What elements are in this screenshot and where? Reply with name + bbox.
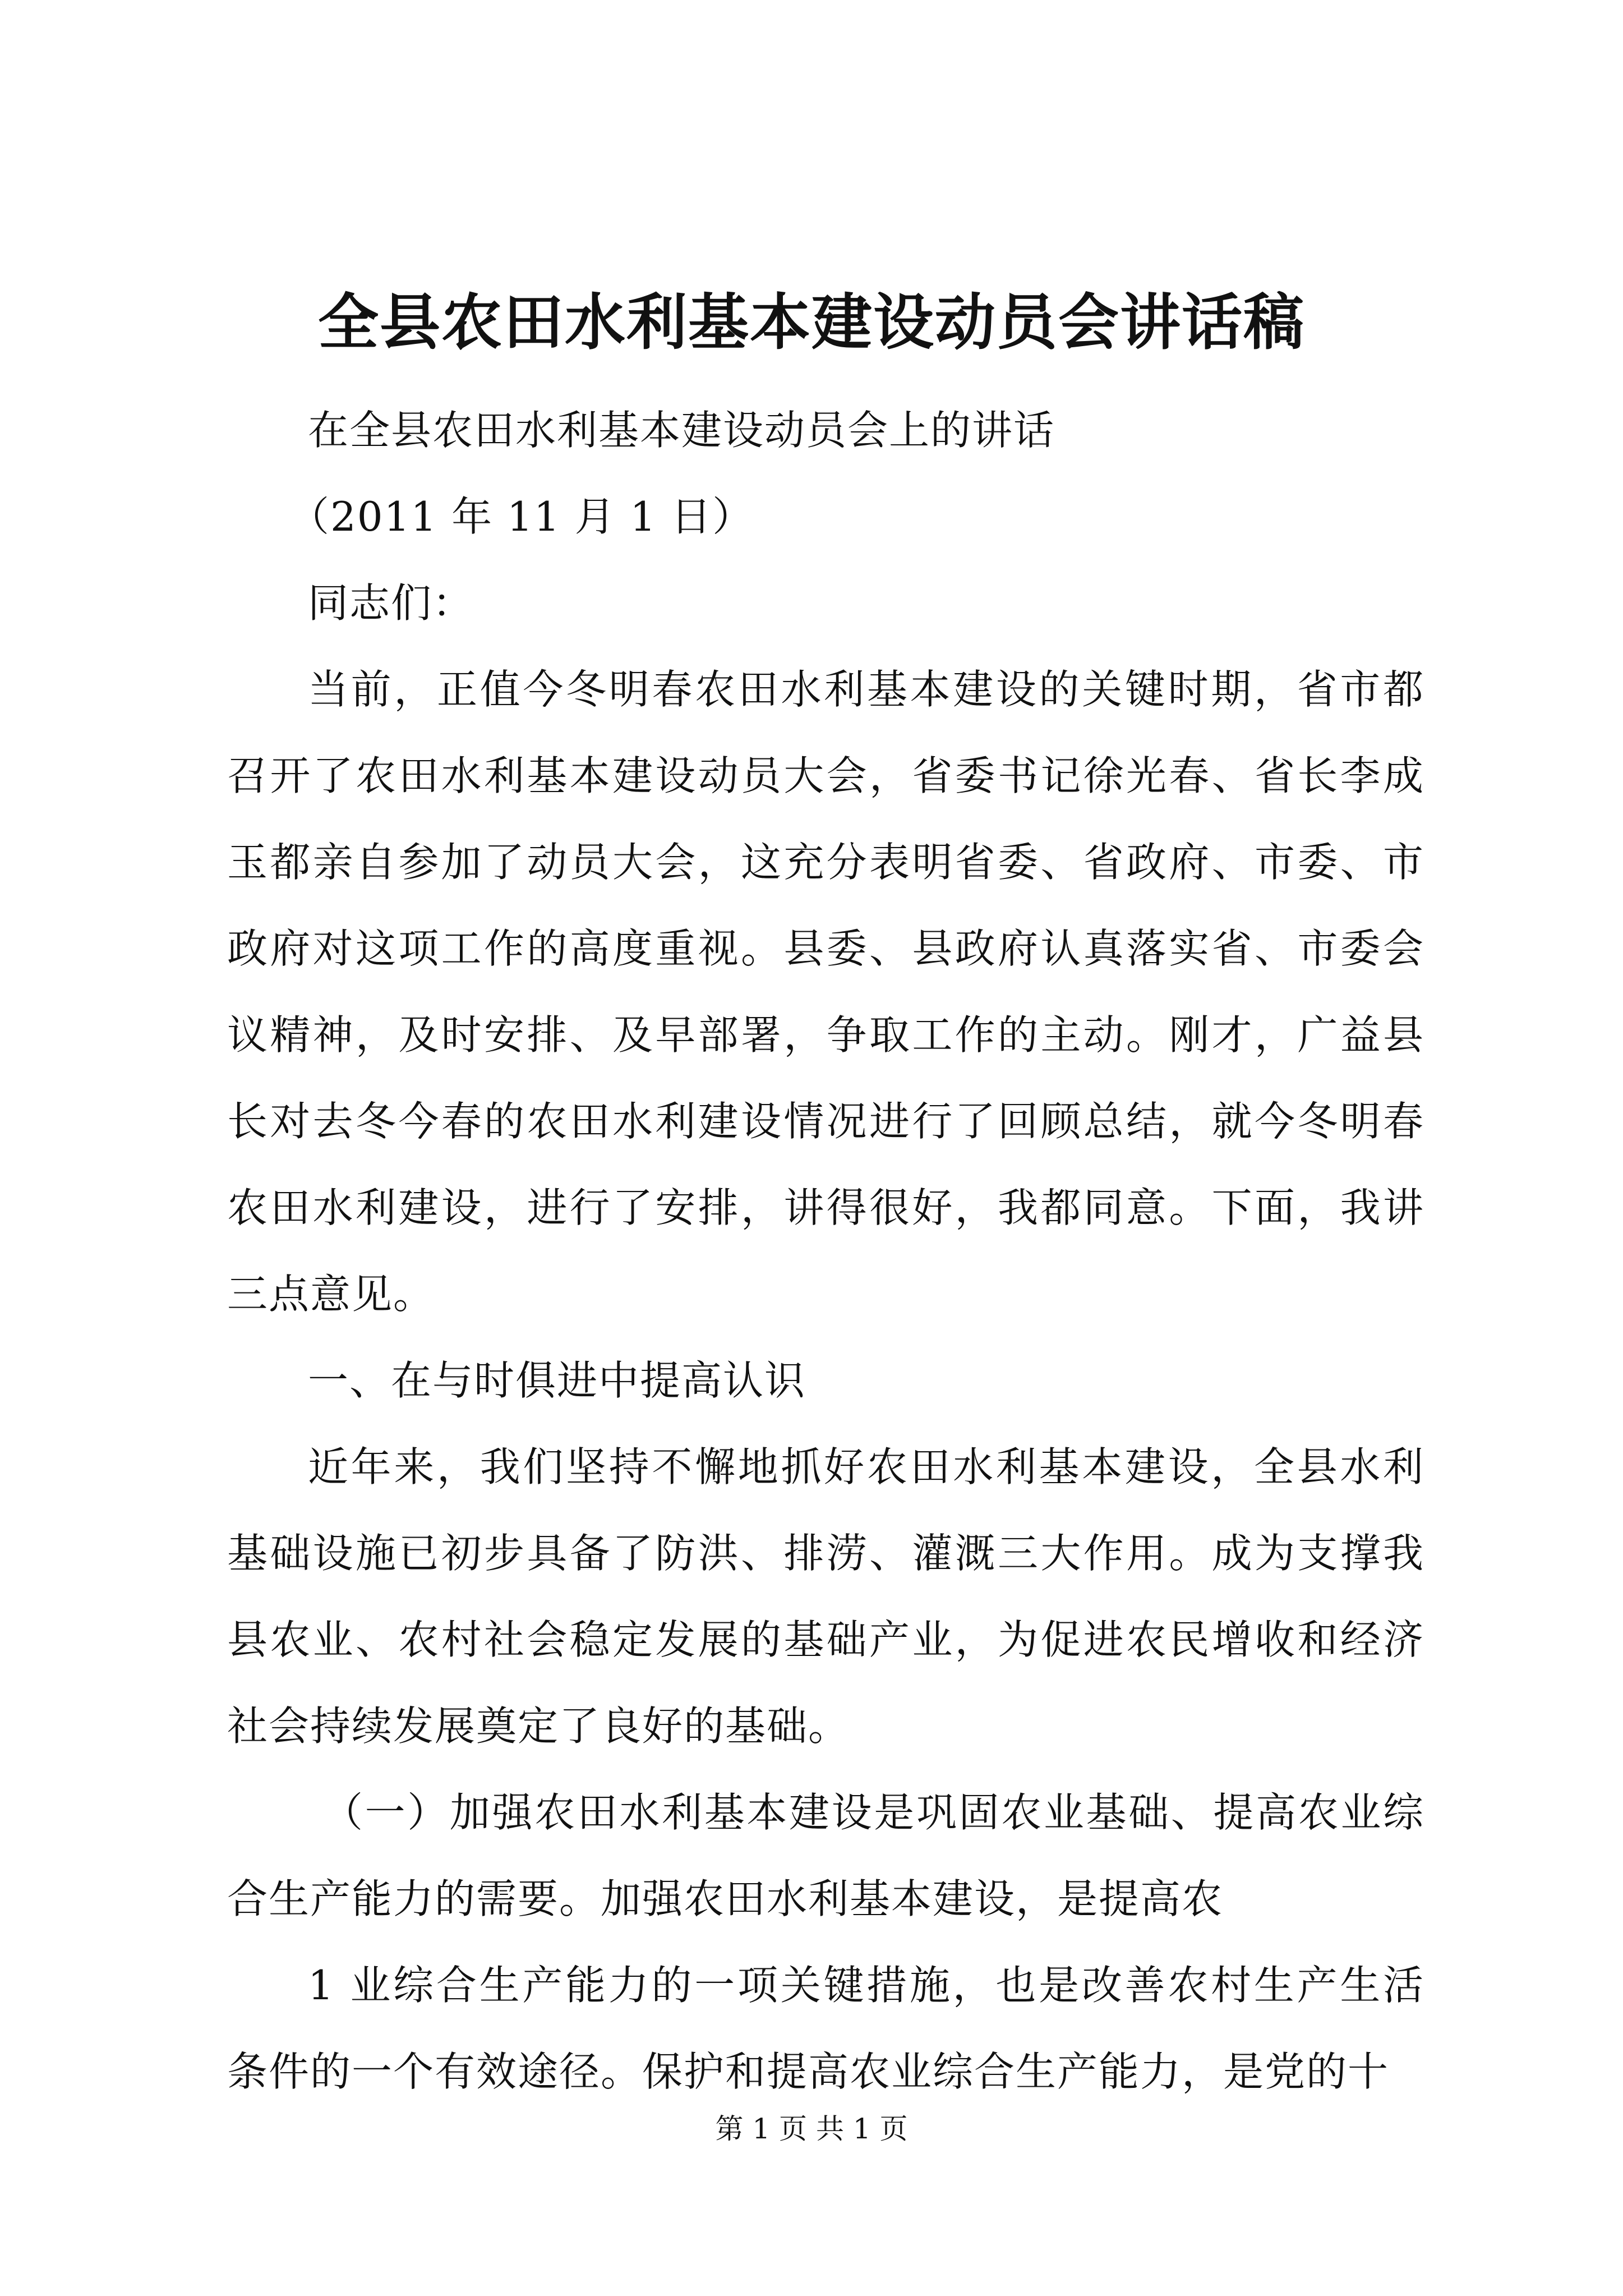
document-title: 全县农田水利基本建设动员会讲话稿 <box>317 287 1305 358</box>
section-heading-1: 一、在与时俱进中提高认识 <box>308 1357 806 1404</box>
document-body <box>227 387 1424 2115</box>
paragraph-continued: 1 业综合生产能力的一项关键措施，也是改善农村生产生活条件的一个有效途径。保护和提高农业综合生产能力，是党的十 <box>227 1962 1424 2095</box>
salutation: 同志们： <box>308 579 474 627</box>
paragraph-section-1: 近年来，我们坚持不懈地抓好农田水利基本建设，全县水利基础设施已初步具备了防洪、排涝、灌溉三大作用。成为支撑我县农业、农村社会稳定发展的基础产业，为促进农民增收和经济社会持续发展奠定了良好的基础。 <box>227 1443 1424 1750</box>
speech-date: （2011 年 11 月 1 日） <box>289 493 754 540</box>
speech-subtitle: 在全县农田水利基本建设动员会上的讲话 <box>308 407 1055 454</box>
paragraph-intro: 当前，正值今冬明春农田水利基本建设的关键时期，省市都召开了农田水利基本建设动员大会，省委书记徐光春、省长李成玉都亲自参加了动员大会，这充分表明省委、省政府、市委、市政府对这项工作的高度重视。县委、县政府认真落实省、市委会议精神，及时安排、及早部署，争取工作的主动。刚才，广益县长对去冬今春的农田水利建设情况进行了回顾总结，就今冬明春农田水利建设，进行了安排，讲得很好，我都同意。下面，我讲三点意见。 <box>227 666 1424 1318</box>
page-footer: 第 1 页 共 1 页 <box>715 2113 908 2145</box>
sub-item-1: （一）加强农田水利基本建设是巩固农业基础、提高农业综合生产能力的需要。加强农田水利基本建设，是提高农 <box>227 1789 1424 1922</box>
